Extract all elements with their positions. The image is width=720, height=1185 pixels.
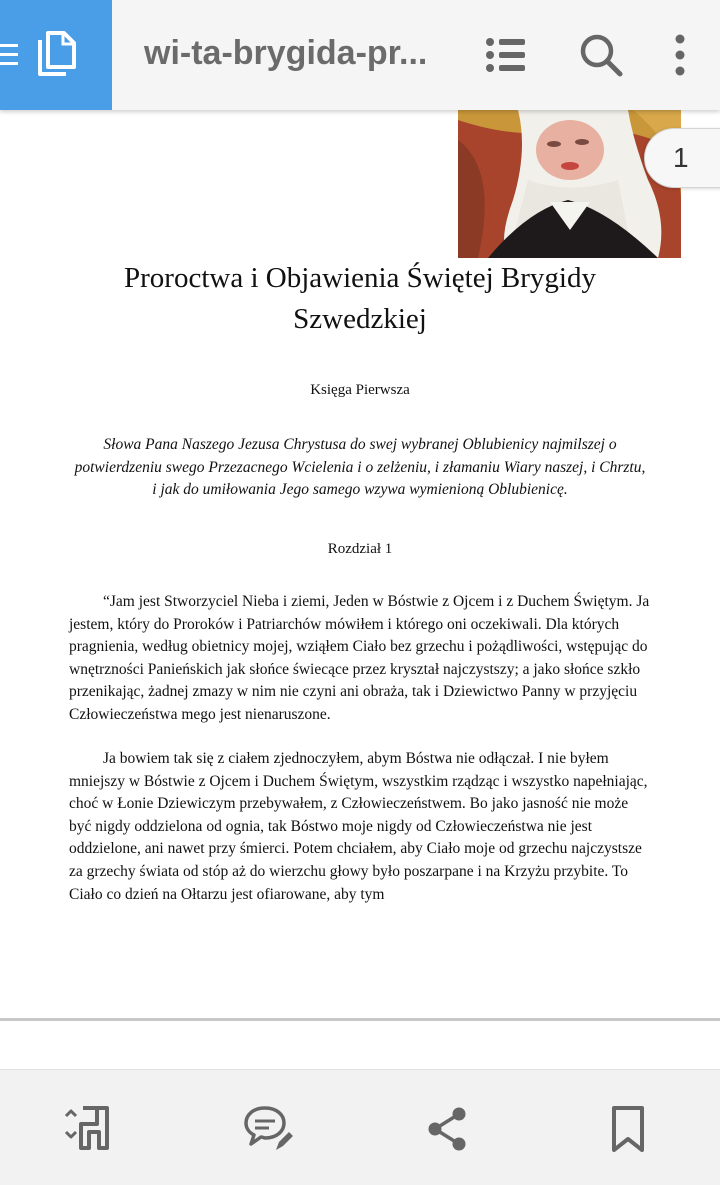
list-icon[interactable] (482, 30, 532, 80)
menu-icon[interactable] (0, 42, 20, 68)
document-title: wi-ta-brygida-pr... (144, 34, 428, 72)
comment-edit-icon[interactable] (243, 1104, 293, 1154)
book-heading: Księga Pierwsza (310, 382, 410, 398)
document-heading: Proroctwa i Objawienia Świętej Brygidy Szwedzkiej (124, 262, 596, 335)
bottom-toolbar (0, 1069, 720, 1185)
search-icon[interactable] (576, 30, 626, 80)
page-number-indicator[interactable]: 1 (644, 128, 720, 188)
fit-width-icon[interactable] (63, 1104, 113, 1154)
paragraph: Ja bowiem tak się z ciałem zjednoczyłem, abym Bóstwa nie odłączał. I nie byłem mniejszy w Bóstwie z Ojcem i Duchem Świętym, wszystkim rządząc i wszystko napełniając, choć w Łonie Dziewiczym przebywałem, z Człowieczeństwem. Bo jako jasność nie może być nigdy oddzielona od ognia, tak Bóstwo moje nigdy od Człowieczeństwa nie jest oddzielone, ani nawet przy śmierci. Potem chciałem, aby Ciało moje od grzechu najczystsze za grzechy świata od stóp aż do wierzchu głowy było poszarpane i na Krzyżu przybite. To Ciało co dzień na Ołtarzu jest ofiarowane, aby tym (69, 750, 648, 903)
bookmark-icon[interactable] (603, 1104, 653, 1154)
intro-text: Słowa Pana Naszego Jezusa Chrystusa do swej wybranej Oblubienicy najmilszej o potwierdzeniu swego Przezacnego Wcielenia i o zelżeniu, i złamaniu Wiary naszej, i Chrztu, i jak do umiłowania Jego samego wzywa wymienioną Oblubienicę. (74, 436, 646, 498)
overflow-menu-icon[interactable] (655, 30, 705, 80)
share-icon[interactable] (423, 1104, 473, 1154)
saint-portrait-image (458, 110, 681, 258)
top-app-bar (0, 0, 720, 110)
paragraph: “Jam jest Stworzyciel Nieba i ziemi, Jeden w Bóstwie z Ojcem i z Duchem Świętym. Ja jestem, który do Proroków i Patriarchów mówiłem i którego oni oczekiwali. Dla których pragnienia, według obietnicy mojej, wziąłem Ciało bez grzechu i pożądliwości, wstępując do wnętrzności Panieńskich jak słońce świecące przez kryształ najczystszy; a jako słońce szkło przenikając, żadnej zmazy w nim nie czyni ani obraża, tak i Dziewictwo Panny w przyjęciu Człowieczeństwa mego jest nienaruszone. (69, 593, 650, 723)
document-page[interactable] (0, 110, 720, 1018)
next-page-top[interactable] (0, 1021, 720, 1069)
document-icon[interactable] (36, 30, 78, 80)
navigation-button[interactable] (0, 0, 112, 110)
chapter-heading: Rozdział 1 (327, 541, 393, 557)
